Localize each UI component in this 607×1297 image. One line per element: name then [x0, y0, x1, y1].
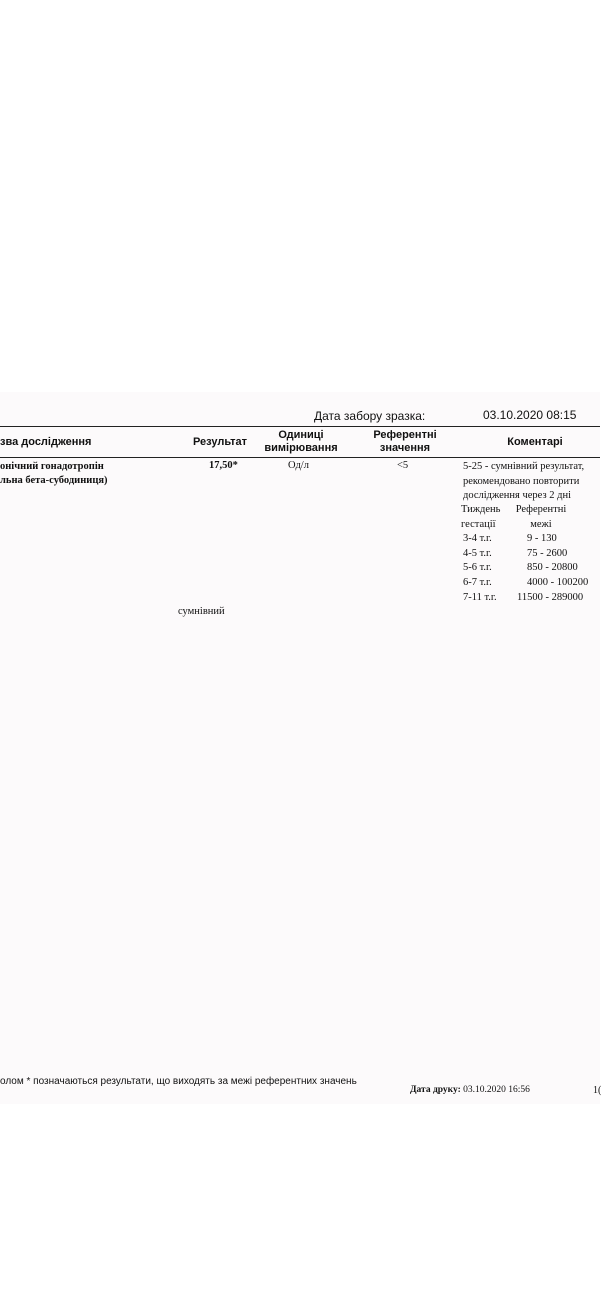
- comment-line3: дослідження через 2 дні: [463, 490, 571, 501]
- table-header-bottom-rule: [0, 457, 600, 458]
- result-value: 17,50*: [209, 460, 238, 471]
- print-date: [410, 1085, 530, 1095]
- units-value: Од/л: [288, 460, 309, 471]
- gestation-week: 3-4 т.г.: [463, 533, 492, 545]
- footnote: олом * позначаються результати, що виходять за межі референтних значень: [0, 1076, 357, 1087]
- sample-date-value: 03.10.2020 08:15: [483, 408, 577, 422]
- reference-header-line2: значення: [379, 442, 431, 454]
- range-header-line2: межі: [530, 518, 552, 530]
- gestation-week: 6-7 т.г.: [463, 576, 492, 588]
- gestation-range: 9 - 130: [527, 533, 557, 545]
- sample-date-label: Дата забору зразка:: [314, 409, 426, 423]
- reference-value: <5: [397, 460, 409, 471]
- test-name: [0, 460, 108, 488]
- gestation-week-header: [461, 503, 513, 532]
- comment-text: [463, 460, 584, 504]
- column-header-result: Результат: [192, 436, 248, 448]
- result-status: сумнівний: [178, 606, 225, 617]
- print-date-value: 03.10.2020 16:56: [463, 1085, 530, 1095]
- week-header-line2: гестації: [461, 518, 496, 530]
- comment-line2: рекомендовано повторити: [463, 475, 580, 487]
- gestation-range: 850 - 20800: [527, 562, 578, 574]
- gestation-week: 4-5 т.г.: [463, 547, 492, 559]
- gestation-range: 11500 - 289000: [517, 591, 584, 603]
- week-header-line1: Тиждень: [461, 504, 501, 515]
- page-number: 1(: [593, 1085, 602, 1096]
- units-header-line1: Одиниці: [278, 429, 324, 441]
- table-row: [461, 591, 607, 606]
- gestation-range: 4000 - 100200: [527, 576, 589, 588]
- gestation-week: 5-6 т.г.: [463, 562, 492, 574]
- test-name-line1: онічний гонадотропін: [0, 461, 104, 472]
- gestation-range: 75 - 2600: [527, 547, 568, 559]
- gestation-range-header: [513, 503, 569, 532]
- gestation-week: 7-11 т.г.: [463, 591, 497, 603]
- table-row: [461, 547, 607, 562]
- table-row: [461, 576, 607, 591]
- reference-header-line1: Референтні: [373, 429, 437, 441]
- test-name-line2: льна бета-субодиниця): [0, 475, 108, 486]
- table-row: [461, 532, 607, 547]
- units-header-line2: вимірювання: [264, 442, 338, 454]
- comment-line1: 5-25 - сумнівний результат,: [463, 461, 585, 472]
- column-header-units: [258, 429, 344, 455]
- table-header-top-rule: [0, 426, 600, 427]
- column-header-reference: [360, 429, 450, 455]
- gestation-reference-table: [461, 503, 607, 605]
- gestation-table-header: [461, 503, 607, 532]
- table-row: [461, 561, 607, 576]
- column-header-test-name: зва дослідження: [0, 436, 92, 448]
- print-date-label: Дата друку:: [410, 1085, 461, 1095]
- range-header-line1: Референтні: [515, 504, 567, 515]
- column-header-comment: Коментарі: [507, 436, 563, 448]
